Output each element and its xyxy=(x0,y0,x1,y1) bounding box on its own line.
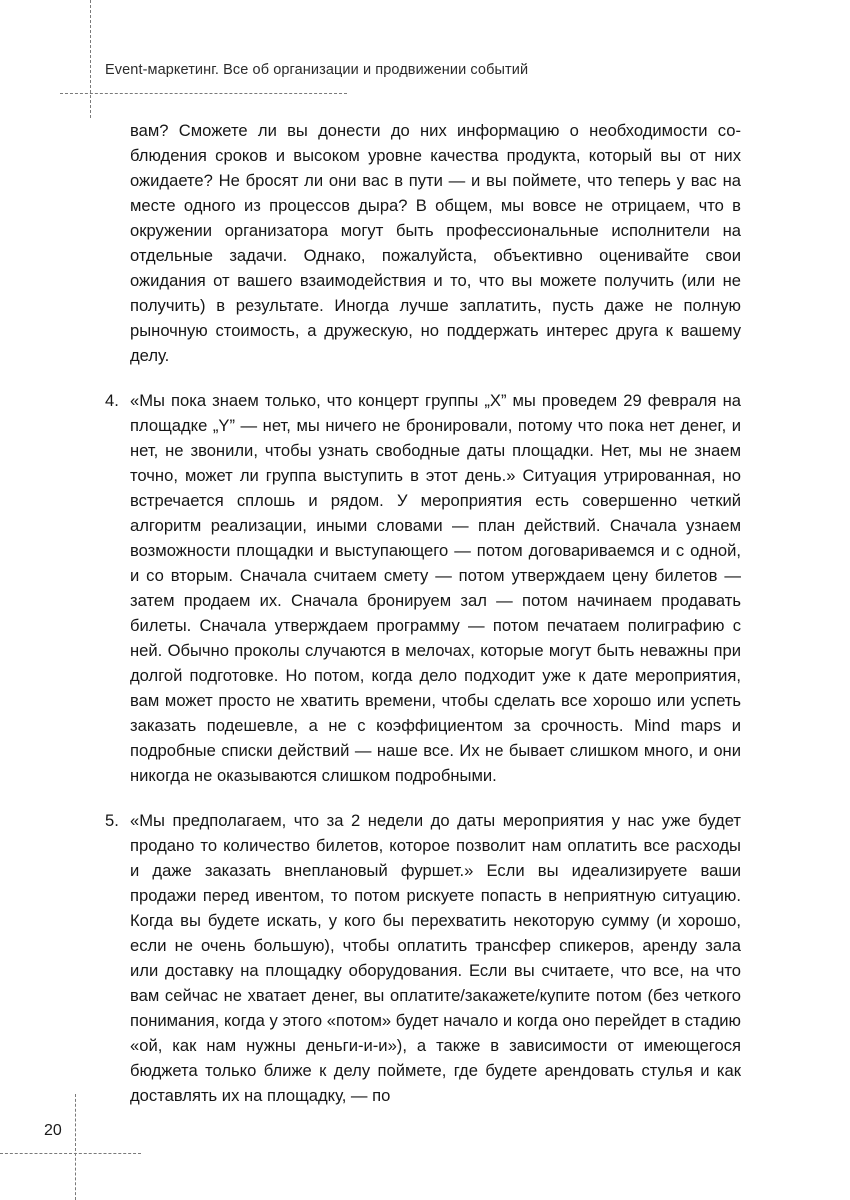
list-item-marker: 4. xyxy=(105,391,119,410)
text-column xyxy=(105,118,741,1108)
list-item-text: «Мы предполагаем, что за 2 недели до даты мероприятия у нас уже будет продано то количество билетов, которое позволит нам оплатить все расходы и даже заказать внеплановый фуршет.» Если вы идеализируете ваши продажи перед ивентом, то потом рискуете попасть в неприятную ситуацию. Когда вы будете искать, у кого бы перехватить некоторую сумму (и хорошо, если не очень большую), чтобы оплатить трансфер спикеров, аренду зала или доставку на площадку оборудования. Если вы считаете, что все, на что вам сейчас не хватает денег, вы оплатите/закажете/купите потом (без четкого понимания, когда у этого «потом» будет начало и когда оно перейдет в стадию «ой, как нам нужны деньги-и-и»), а также в зависимости от имеющегося бюджета только ближе к делу поймете, где будете арендовать стулья и как доставлять их на площадку, — по xyxy=(130,811,741,1105)
page-number: 20 xyxy=(44,1122,62,1139)
list-item-text: «Мы пока знаем только, что концерт группы „X” мы проведем 29 февраля на площадке „Y” — нет, мы ничего не бронировали, потому что пока нет денег, и нет, не звонили, чтобы узнать свободные даты площадки. Нет, мы не знаем точно, может ли группа выступить в этот день.» Ситуация утрированная, но встречается сплошь и рядом. У мероприятия есть совершенно четкий алгоритм реализации, иными словами — план действий. Сначала узнаем возможности площадки и выступающего — потом договариваемся и с одной, и со вторым. Сначала считаем смету — потом утверждаем цену билетов — затем продаем их. Сначала бронируем зал — потом начинаем продавать билеты. Сначала утверждаем программу — потом печатаем полиграфию с ней. Обычно проколы случаются в мелочах, которые могут быть неважны при долгой подготовке. Но потом, когда дело подходит уже к дате мероприятия, вам может просто не хватить времени, чтобы сделать все хорошо или успеть заказать подешевле, а не с коэффициентом за срочность. Mind maps и подробные списки действий — наше все. Их не бывает слишком много, и они никогда не оказываются слишком подробными. xyxy=(130,391,741,785)
list-item xyxy=(105,808,741,1108)
continued-paragraph: вам? Сможете ли вы донести до них информацию о необходимости соблюдения сроков и высоком уровне качества продукта, который вы от них ожидаете? Не бросят ли они вас в пути — и вы поймете, что теперь у вас на месте одного из процессов дыра? В общем, мы вовсе не отрицаем, что в окружении организатора могут быть профессиональные исполнители на отдельные задачи. Однако, пожалуйста, объективно оценивайте свои ожидания от вашего взаимодействия и то, что вы можете получить (или не получить) в результате. Иногда лучше заплатить, пусть даже не полную рыночную стоимость, а дружескую, но поддержать интерес друга к вашему делу. xyxy=(130,121,741,365)
list-item xyxy=(105,388,741,788)
decorative-horizontal-rule-top xyxy=(60,93,347,94)
decorative-vertical-rule-bottom xyxy=(75,1094,76,1200)
decorative-horizontal-rule-bottom xyxy=(0,1153,141,1154)
paragraph-spacer xyxy=(105,368,741,388)
list-item-spacer xyxy=(105,788,741,808)
decorative-vertical-rule-top xyxy=(90,0,91,118)
numbered-list xyxy=(105,388,741,1108)
list-item-marker: 5. xyxy=(105,811,119,830)
running-head: Event-маркетинг. Все об организации и продвижении событий xyxy=(105,62,529,78)
